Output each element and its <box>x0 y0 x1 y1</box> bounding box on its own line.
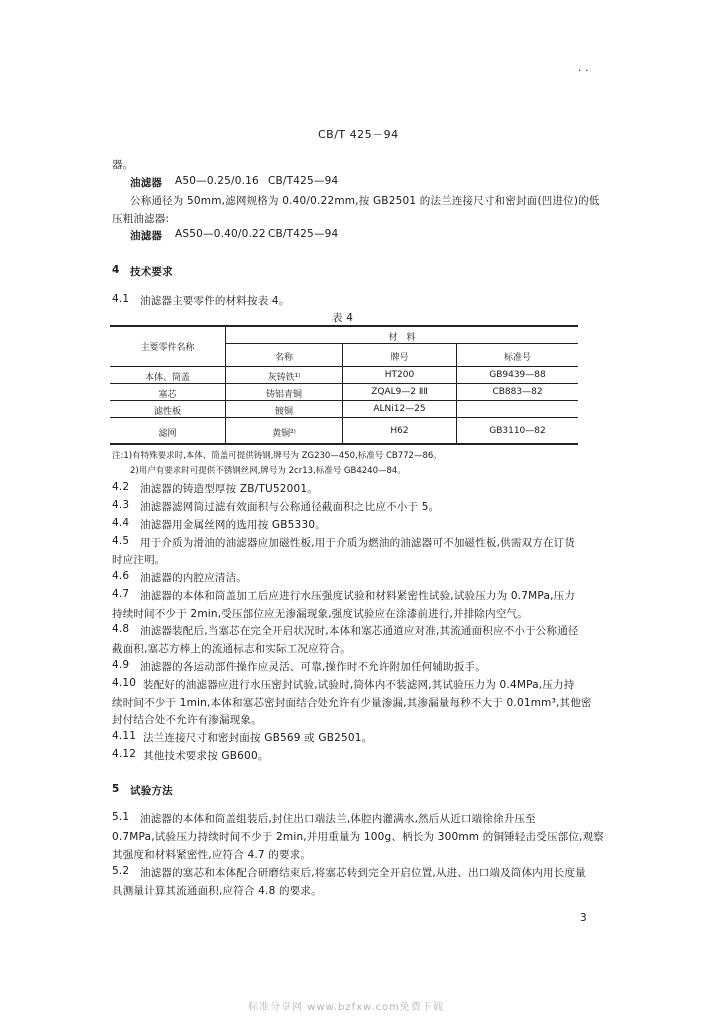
clause-4-1-text: 油滤器主要零件的材料按表 4。 <box>140 295 290 307</box>
clause-text-cont: 时应注明。 <box>112 554 166 566</box>
clause-number: 4.6 <box>112 570 130 582</box>
clause-text-cont: 续时间不少于 1min,本体和塞芯密封面结合处允许有少量渗漏,其渗漏量每秒不大于 0.01mm³,其他密 <box>112 697 592 709</box>
clause-number: 4.2 <box>112 481 130 493</box>
clause-text-cont: 持续时间不少于 2min,受压部位应无渗漏现象,强度试验应在涂漆前进行,并排除内空气。 <box>112 608 528 620</box>
table-cell-grade: ZQAL9—2 ⅡⅡ <box>371 387 428 397</box>
section-5-title: 试验方法 <box>130 785 173 797</box>
clause-text-cont: 封付结合处不允许有渗漏现象。 <box>112 714 262 726</box>
clause-number: 4.4 <box>112 517 130 529</box>
section-4-number: 4 <box>112 264 120 276</box>
intro-paragraph-line1: 公称通径为 50mm,滤网规格为 0.40/0.22mm,按 GB2501 的法兰连接尺寸和密封面(凹进位)的低 <box>130 195 600 207</box>
table-cell-part: 塞芯 <box>158 390 177 400</box>
table-subheader-grade: 牌号 <box>390 353 409 363</box>
intro-item1-label: 油滤器 <box>130 177 163 189</box>
clause-text: 装配好的油滤器应进行水压密封试验,试验时,筒体内不装滤网,其试验压力为 0.4MPa,压力持 <box>143 679 575 691</box>
table-header-material: 材 料 <box>388 333 416 343</box>
page-number: 3 <box>580 912 587 924</box>
intro-item1-std: CB/T425—94 <box>268 175 339 187</box>
corner-mark: . . <box>578 62 589 74</box>
clause-text-cont: 截面积,塞芯方棒上的流通标志和实际工况应符合。 <box>112 643 351 655</box>
clause-text: 法兰连接尺寸和密封面按 GB569 或 GB2501。 <box>143 732 373 744</box>
section-4-title: 技术要求 <box>130 266 173 278</box>
clause-number: 5.1 <box>112 811 130 823</box>
clause-text: 其他技术要求按 GB600。 <box>143 750 269 762</box>
clause-number: 4.11 <box>112 730 137 742</box>
table-cell-part: 滤性板 <box>153 407 181 417</box>
clause-number: 4.5 <box>112 535 130 547</box>
table-cell-std: CB883—82 <box>492 387 543 397</box>
table-header-part: 主要零件名称 <box>140 343 195 353</box>
table-cell-part: 本体、筒盖 <box>144 373 190 383</box>
table-cell-grade: H62 <box>390 426 409 436</box>
clause-text: 油滤器的各运动部件操作应灵活、可靠,操作时不允许附加任何辅助扳手。 <box>140 661 486 673</box>
page-header-code: CB/T 425－94 <box>318 128 399 141</box>
clause-number: 4.7 <box>112 588 130 600</box>
table-note-2: 2)用户有要求时可提供不锈钢丝网,牌号为 2cr13,标准号 GB4240—84。 <box>130 466 406 476</box>
clause-text: 油滤器用金属丝网的选用按 GB5330。 <box>140 519 326 531</box>
intro-item1-model: A50—0.25/0.16 <box>175 175 259 187</box>
clause-text: 用于介质为滑油的油滤器应加磁性板,用于介质为燃油的油滤器可不加磁性板,供需双方在订货 <box>140 537 576 549</box>
clause-text: 油滤器的塞芯和本体配合研磨结束后,将塞芯转到完全开启位置,从进、出口端及筒体内用长度量 <box>140 867 586 879</box>
table-cell-name: 黄铜²⁾ <box>272 429 296 439</box>
clause-text-cont: 其强度和材料紧密性,应符合 4.7 的要求。 <box>112 849 312 861</box>
table-subheader-std: 标准号 <box>503 353 531 363</box>
clause-number: 5.2 <box>112 865 130 877</box>
clause-text: 油滤器的内腔应清洁。 <box>140 572 247 584</box>
clause-number: 4.3 <box>112 499 130 511</box>
table-cell-std: GB3110—82 <box>489 426 546 436</box>
table-cell-name: 灰铸铁¹⁾ <box>267 373 301 383</box>
section-5-number: 5 <box>112 783 120 795</box>
table-subheader-name: 名称 <box>274 353 293 363</box>
clause-number: 4.12 <box>112 748 137 760</box>
clause-text: 油滤器滤网筒过滤有效面积与公称通径截面积之比应不小于 5。 <box>140 501 440 513</box>
table-cell-part: 滤网 <box>158 429 177 439</box>
table-cell-name: 镀铜 <box>274 407 293 417</box>
intro-item2-model: AS50—0.40/0.22 <box>175 228 266 240</box>
clause-text-cont: 0.7MPa,试验压力持续时间不少于 2min,并用重量为 100g、柄长为 300mm 的铜锤轻击受压部位,观察 <box>112 831 604 843</box>
clause-number: 4.8 <box>112 623 130 635</box>
table-cell-std: GB9439—88 <box>489 370 546 380</box>
intro-item2-std: CB/T425—94 <box>268 228 339 240</box>
clause-text: 油滤器装配后,当塞芯在完全开启状况时,本体和塞芯通道应对准,其流通面积应不小于公称通径 <box>140 625 579 637</box>
clause-number: 4.10 <box>112 677 137 689</box>
clause-number: 4.9 <box>112 659 130 671</box>
intro-item2-label: 油滤器 <box>130 230 163 242</box>
intro-continuation: 器。 <box>112 159 134 171</box>
table-caption: 表 4 <box>332 312 354 324</box>
table-cell-name: 铸铝青铜 <box>265 390 302 400</box>
intro-paragraph-line2: 压粗油滤器: <box>112 213 170 225</box>
watermark-footer: 标准分享网 www.bzfxw.com免费下载 <box>248 1002 444 1013</box>
clause-text-cont: 具测量计算其流通面积,应符合 4.8 的要求。 <box>112 885 322 897</box>
clause-4-1-number: 4.1 <box>112 293 130 305</box>
clause-text: 油滤器的铸造型厚按 ZB/TU52001。 <box>140 483 318 495</box>
table-note-1: 注:1)有特殊要求时,本体、筒盖可提供铸钢,牌号为 ZG230—450,标准号 CB772—86。 <box>112 451 442 461</box>
table-cell-grade: HT200 <box>384 370 415 380</box>
clause-text: 油滤器的本体和筒盖加工后应进行水压强度试验和材料紧密性试验,试验压力为 0.7MPa,压力 <box>140 590 576 602</box>
clause-text: 油滤器的本体和筒盖组装后,封住出口端法兰,体腔内灌满水,然后从近口端徐徐升压至 <box>140 813 536 825</box>
table-cell-grade: ALNi12—25 <box>373 404 426 414</box>
